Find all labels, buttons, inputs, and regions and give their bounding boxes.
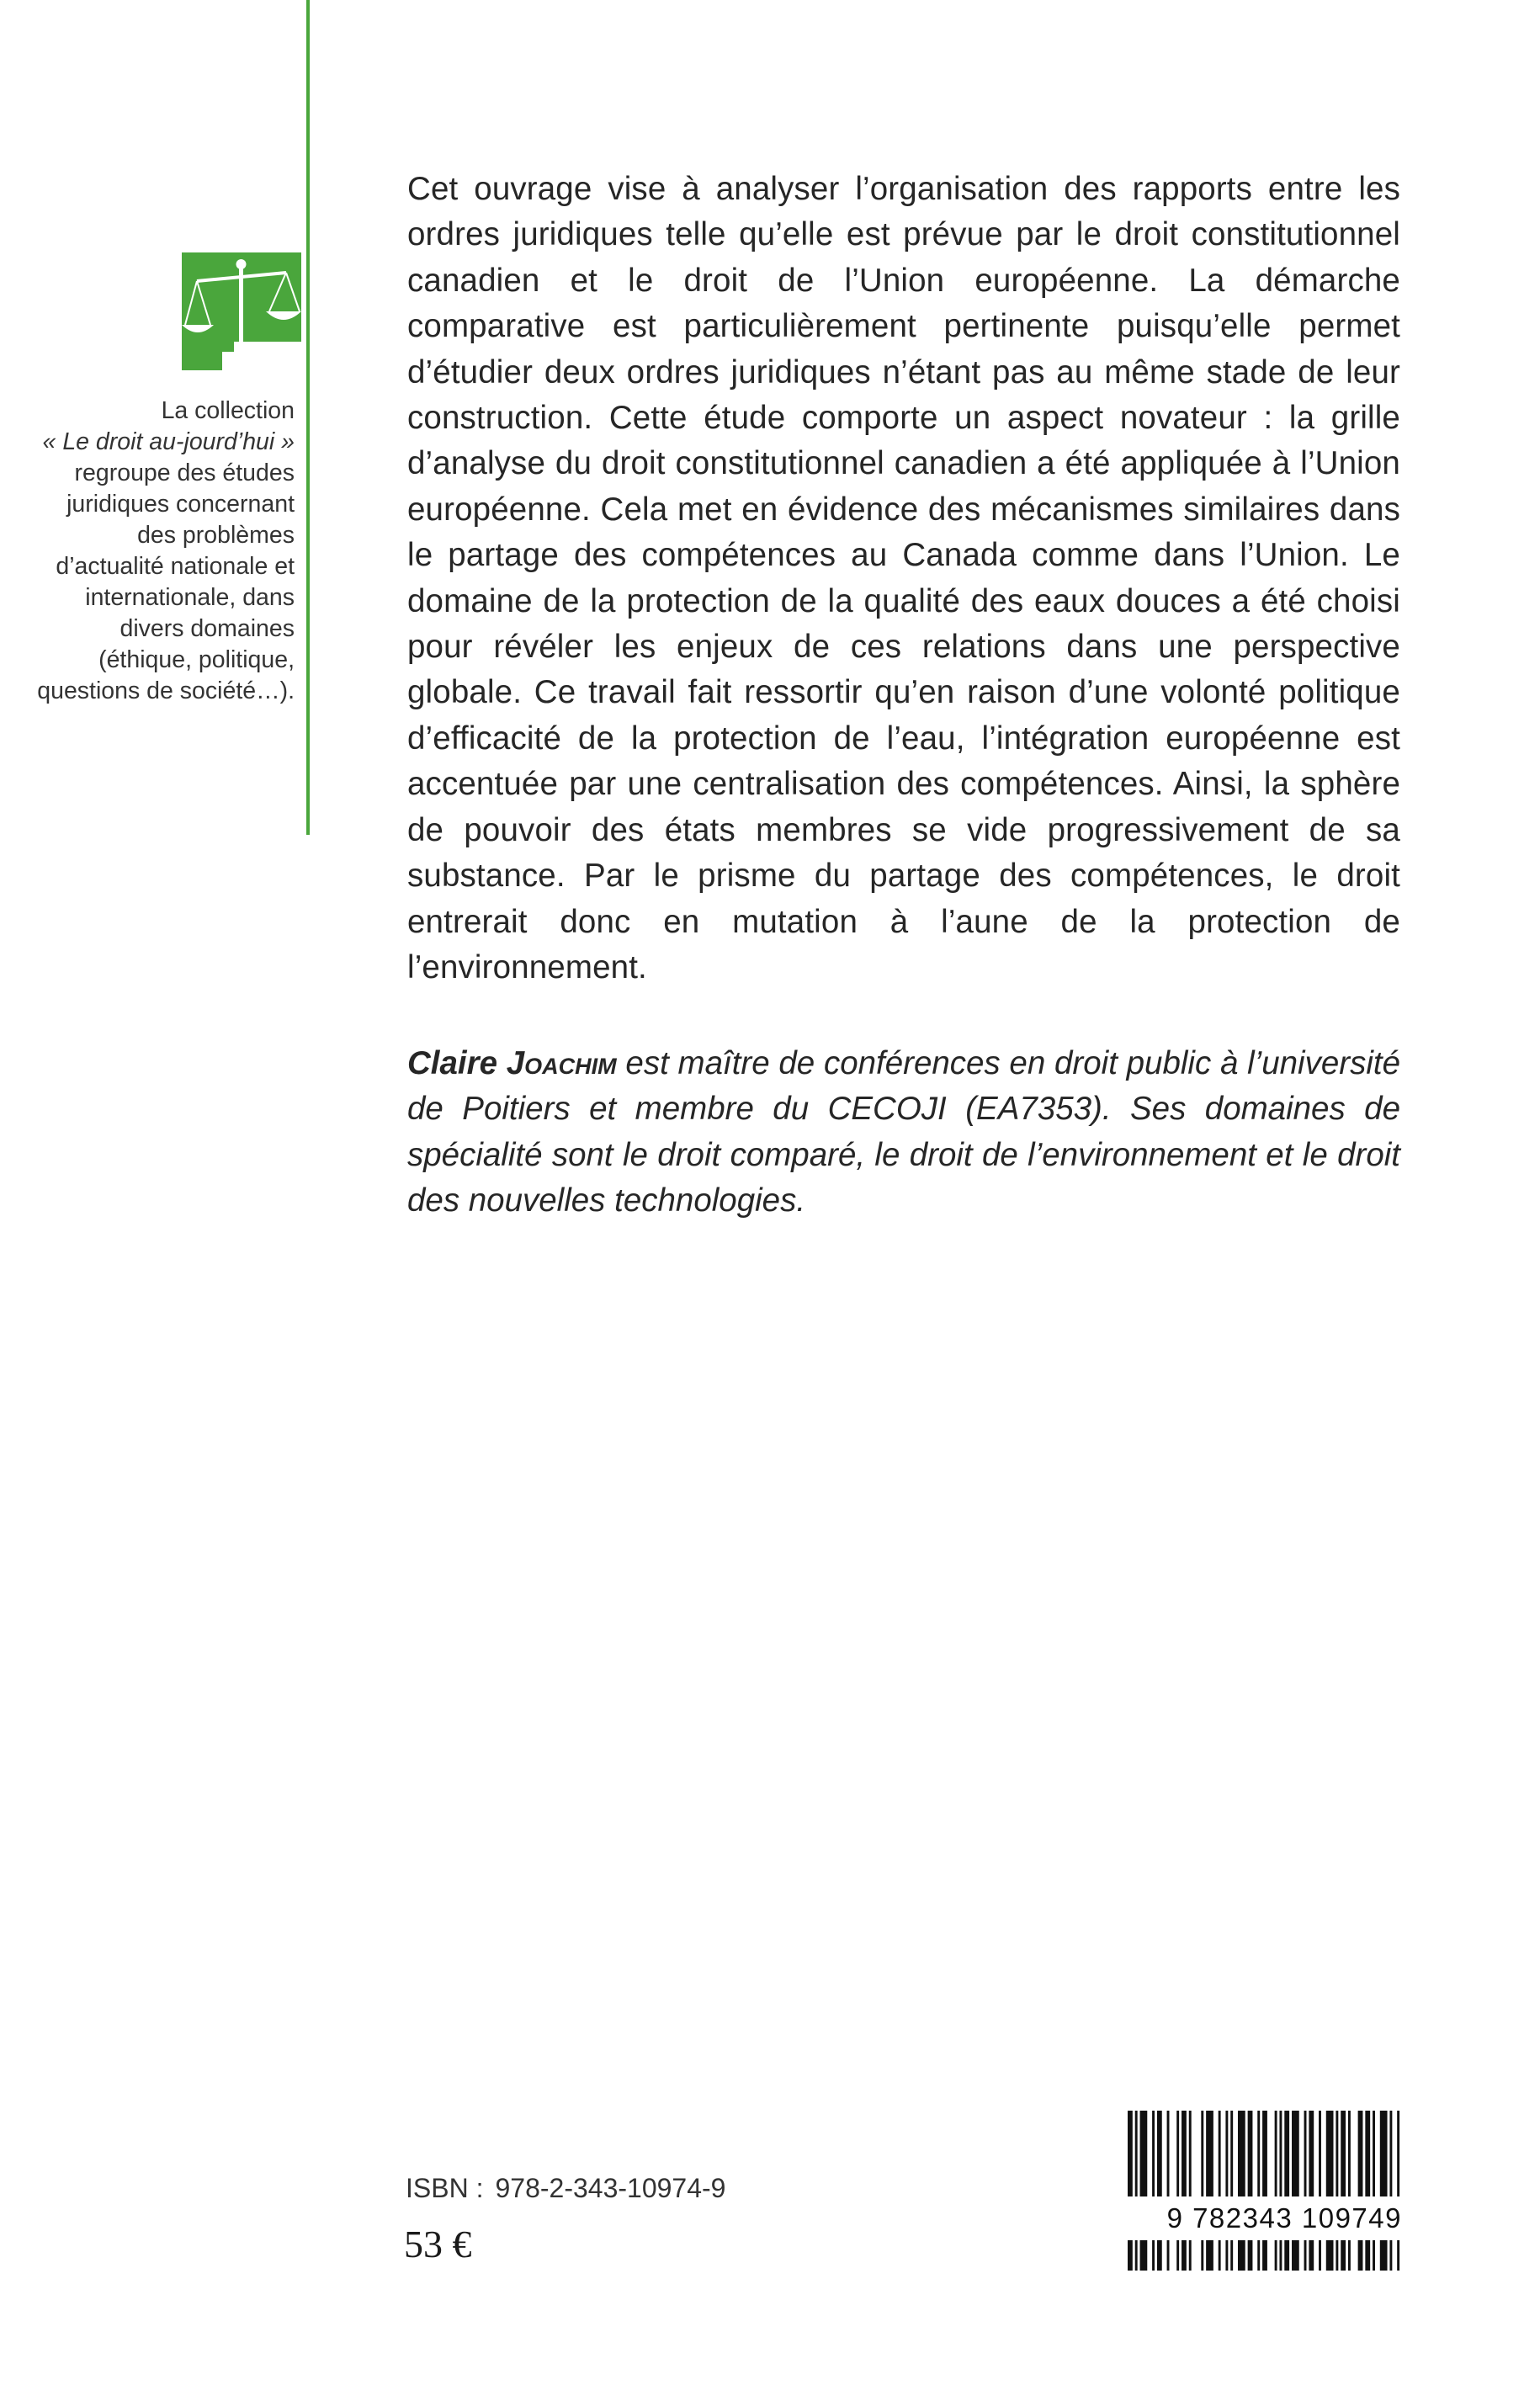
- barcode-bar: [1128, 2111, 1133, 2271]
- barcode-bar: [1182, 2111, 1187, 2271]
- barcode-bar: [1257, 2111, 1260, 2271]
- barcode-bar: [1262, 2111, 1267, 2271]
- barcode-bar: [1341, 2111, 1346, 2271]
- barcode-bar: [1326, 2111, 1334, 2271]
- barcode-bar: [1389, 2111, 1392, 2271]
- author-bio: [407, 1041, 1400, 1224]
- barcode-digits: 9 782343 109749: [1114, 2196, 1402, 2240]
- barcode-bar: [1373, 2111, 1375, 2271]
- barcode-bar: [1397, 2111, 1399, 2271]
- author-bio-text: est maître de conférences en droit public à l’université de Poitiers et membre du CECOJI (EA7353). Ses domaines de spécialité sont le droit comparé, le droit de l’environnement et le droit des nouvelles technologies.: [407, 1045, 1400, 1219]
- barcode-bar: [1304, 2111, 1307, 2271]
- scales-of-justice-icon: [182, 252, 301, 370]
- green-divider-rule: [306, 0, 310, 835]
- barcode-bar: [1135, 2111, 1138, 2271]
- barcode-bar: [1167, 2111, 1170, 2271]
- barcode: [1128, 2111, 1402, 2271]
- barcode-bar: [1336, 2111, 1338, 2271]
- barcode-bar: [1189, 2111, 1192, 2271]
- collection-description: [34, 396, 295, 707]
- isbn-value: 978-2-343-10974-9: [495, 2173, 726, 2203]
- barcode-bar: [1319, 2111, 1321, 2271]
- barcode-bar: [1358, 2111, 1363, 2271]
- barcode-bar: [1284, 2111, 1289, 2271]
- author-name: [407, 1045, 617, 1081]
- barcode-bar: [1348, 2111, 1351, 2271]
- collection-series-name: « Le droit au-jourd’hui »: [42, 428, 295, 455]
- author-last-name: Joachim: [506, 1045, 617, 1081]
- barcode-bar: [1219, 2111, 1221, 2271]
- barcode-bar: [1238, 2111, 1245, 2271]
- barcode-bar: [1275, 2111, 1277, 2271]
- barcode-bar: [1279, 2111, 1282, 2271]
- barcode-bar: [1201, 2111, 1203, 2271]
- isbn-label: ISBN :: [406, 2173, 484, 2203]
- barcode-bar: [1248, 2111, 1253, 2271]
- isbn: [406, 2173, 725, 2204]
- barcode-bar: [1365, 2111, 1370, 2271]
- barcode-bar: [1152, 2111, 1155, 2271]
- barcode-bar: [1176, 2111, 1179, 2271]
- collection-intro: La collection: [161, 397, 295, 424]
- barcode-bar: [1230, 2111, 1233, 2271]
- barcode-bar: [1292, 2111, 1299, 2271]
- barcode-bar: [1225, 2111, 1228, 2271]
- barcode-bar: [1309, 2111, 1314, 2271]
- barcode-bar: [1140, 2111, 1148, 2271]
- author-first-name: Claire: [407, 1045, 498, 1081]
- barcode-bar: [1380, 2111, 1388, 2271]
- price: 53 €: [404, 2223, 472, 2265]
- collection-description-text: regroupe des études juridiques concernant des problèmes d’actualité nationale et internationale, dans divers domaines (éthique, politique, questions de société…).: [37, 459, 295, 704]
- barcode-bar: [1157, 2111, 1162, 2271]
- book-summary: Cet ouvrage vise à analyser l’organisation des rapports entre les ordres juridiques telle qu’elle est prévue par le droit constitutionnel canadien et le droit de l’Union européenne. La démarche comparative est particulièrement pertinente puisqu’elle permet d’étudier deux ordres juridiques n’étant pas au même stade de leur construction. Cette étude comporte un aspect novateur : la grille d’analyse du droit constitutionnel canadien a été appliquée à l’Union européenne. Cela met en évidence des mécanismes similaires dans le partage des compétences au Canada comme dans l’Union. Le domaine de la protection de la qualité des eaux douces a été choisi pour révéler les enjeux de ces relations dans une perspective globale. Ce travail fait ressortir qu’en raison d’une volonté politique d’efficacité de la protection de l’eau, l’intégration européenne est accentuée par une centralisation des compétences. Ainsi, la sphère de pouvoir des états membres se vide progressivement de sa substance. Par le prisme du partage des compétences, le droit entrerait donc en mutation à l’aune de la protection de l’environnement.: [407, 171, 1400, 985]
- barcode-bar: [1206, 2111, 1213, 2271]
